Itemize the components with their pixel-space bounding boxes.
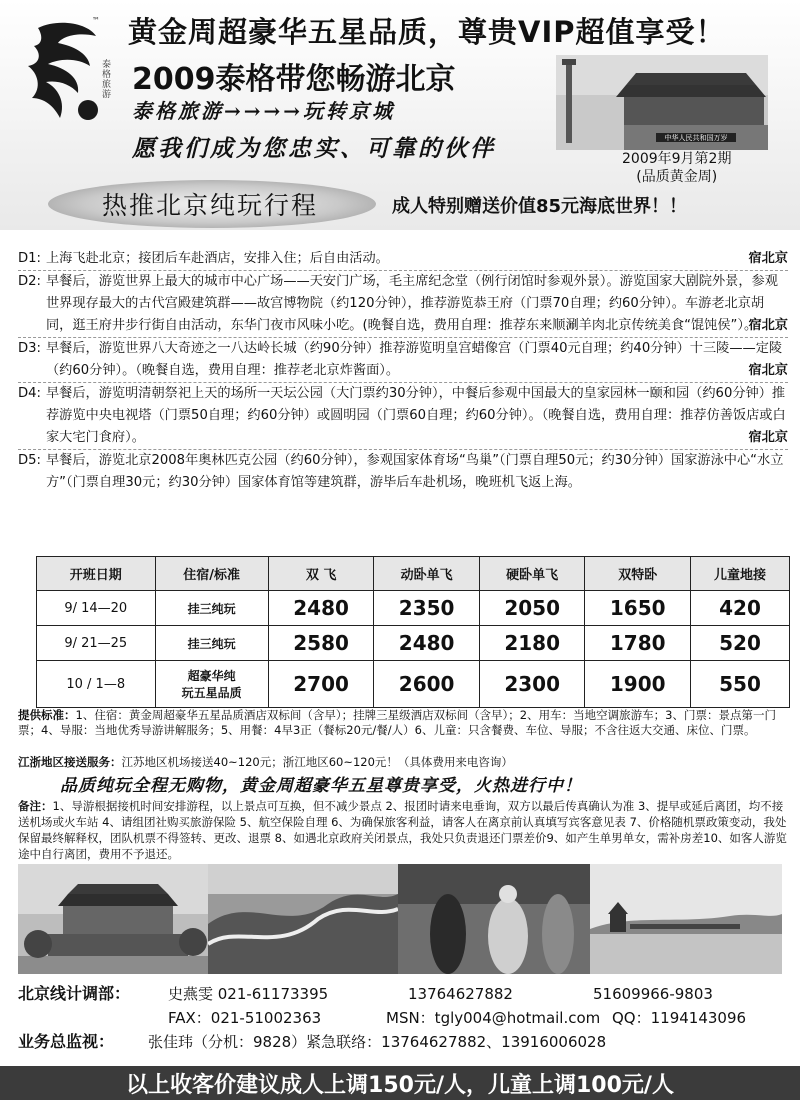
day-label: D2: xyxy=(18,274,41,289)
tiananmen-photo xyxy=(556,55,768,150)
price-cell: 2480 xyxy=(374,626,480,661)
itinerary-day xyxy=(18,383,788,450)
wax-museum-photo xyxy=(398,864,590,974)
itinerary-day xyxy=(18,450,788,494)
fax-number: FAX：021-51002363 xyxy=(168,1009,322,1027)
standard-line: 玩五星品质 xyxy=(181,686,242,700)
remarks xyxy=(18,798,788,862)
price-cell: 1900 xyxy=(585,661,691,708)
standard-label: 提供标准： xyxy=(18,708,76,722)
day-label: D3: xyxy=(18,341,41,356)
day-label: D4: xyxy=(18,386,41,401)
price-cell: 2700 xyxy=(268,661,374,708)
column-header: 住宿/标准 xyxy=(155,557,268,591)
itinerary-day xyxy=(18,338,788,383)
price-cell: 2600 xyxy=(374,661,480,708)
day-stay: 宿北京 xyxy=(748,430,788,445)
price-cell: 420 xyxy=(690,591,789,626)
price-cell: 2480 xyxy=(268,591,374,626)
column-header: 儿童地接 xyxy=(690,557,789,591)
standard-text: 1、住宿：黄金周超豪华五星品质酒店双标间（含早）；挂牌三星级酒店双标间（含早）；2、用车：当地空调旅游车；3、门票：景点第一门票；4、导服：当地优秀导游讲解服务；5、用餐：4早3正（餐标20元/餐/人）6、儿童：只含餐费、车位、导服；不含往返大交通、床位、门票。 xyxy=(18,708,776,737)
price-cell: 2300 xyxy=(479,661,585,708)
brand-logo xyxy=(18,18,108,133)
remark-label: 备注： xyxy=(18,799,53,813)
day-stay: 宿北京 xyxy=(748,251,788,266)
date-cell: 9/ 14—20 xyxy=(37,591,156,626)
summer-palace-photo xyxy=(590,864,782,974)
price-cell: 2050 xyxy=(479,591,585,626)
qq-contact: QQ：1194143096 xyxy=(612,1009,747,1027)
issue-date: 2009年9月第2期 xyxy=(622,151,732,167)
forbidden-city-photo xyxy=(18,864,208,974)
price-cell: 2580 xyxy=(268,626,374,661)
contact-section xyxy=(18,982,798,1054)
column-header: 动卧单飞 xyxy=(374,557,480,591)
supervisor-contact: 张佳玮（分机：9828）紧急联络：13764627882、13916006028 xyxy=(148,1033,607,1051)
transfer-service xyxy=(18,754,513,770)
day-text: 早餐后，游览世界上最大的城市中心广场——天安门广场，毛主席纪念堂（例行闭馆时参观外景）。游览国家大剧院外景，参观世界现存最大的古代宫殿建筑群——故宫博物院（约120分钟），推荐游览恭王府（门票70自理；约60分钟）。车游老北京胡同，逛王府井步行街自由活动，东华门夜市风味小吃。(晚餐自选，费用自理：推荐东来顺涮羊肉北京传统美食“馄饨侯”）。 xyxy=(46,274,778,333)
column-header: 硬卧单飞 xyxy=(479,557,585,591)
column-header: 开班日期 xyxy=(37,557,156,591)
service-standard xyxy=(18,708,788,738)
day-stay: 宿北京 xyxy=(748,363,788,378)
issue-info xyxy=(622,150,731,186)
office-phone: 51609966-9803 xyxy=(593,985,713,1003)
price-adjust-notice: 以上收客价建议成人上调150元/人，儿童上调100元/人 xyxy=(126,1073,674,1098)
standard-line: 超豪华纯 xyxy=(187,669,236,683)
column-header: 双特卧 xyxy=(585,557,691,591)
day-text: 早餐后，游览明清朝祭祀上天的场所一天坛公园（大门票约30分钟），中餐后参观中国最大的皇家园林一颐和园（约60分钟）推荐游览中央电视塔（门票50自理；约60分钟）或圆明园（门票60自理；约60分钟）。（晚餐自选，费用自理：推荐仿善饭店或白家大宅门食府）。 xyxy=(46,386,786,445)
price-cell: 520 xyxy=(690,626,789,661)
transfer-label: 江浙地区接送服务： xyxy=(18,755,122,769)
day-label: D5: xyxy=(18,453,41,468)
table-row xyxy=(37,591,790,626)
itinerary xyxy=(18,248,788,494)
column-header: 双 飞 xyxy=(268,557,374,591)
transfer-text: 江苏地区机场接送40~120元；浙江地区60~120元！（具体费用来电咨询） xyxy=(121,755,513,769)
standard-cell: 挂三纯玩 xyxy=(155,626,268,661)
dept-label: 北京线计调部： xyxy=(18,984,131,1003)
great-wall-photo xyxy=(208,864,398,974)
issue-theme: (品质黄金周) xyxy=(636,169,718,185)
date-cell: 10 / 1—8 xyxy=(37,661,156,708)
price-cell: 550 xyxy=(690,661,789,708)
table-header-row xyxy=(37,557,790,591)
slogan-line-2: 愿我们成为您忠实、可靠的伙伴 xyxy=(132,135,496,162)
price-cell: 2180 xyxy=(479,626,585,661)
brand-subtitle: 泰格旅游 xyxy=(102,60,112,100)
supervisor-label: 业务总监视： xyxy=(18,1032,115,1051)
day-text: 上海飞赴北京；接团后车赴酒店，安排入住；后自由活动。 xyxy=(46,251,389,266)
price-cell: 1650 xyxy=(585,591,691,626)
headline-title: 黄金周超豪华五星品质，尊贵VIP超值享受！ xyxy=(128,15,726,49)
day-stay: 宿北京 xyxy=(748,318,788,333)
slogan-line-1: 泰格旅游→→→→玩转京城 xyxy=(132,99,396,123)
mobile-number: 13764627882 xyxy=(408,985,513,1003)
section-title: 热推北京纯玩行程 xyxy=(101,191,318,220)
itinerary-day xyxy=(18,248,788,271)
table-row xyxy=(37,626,790,661)
promo-line: 品质纯玩全程无购物，黄金周超豪华五星尊贵享受，火热进行中！ xyxy=(60,776,582,796)
price-cell: 1780 xyxy=(585,626,691,661)
price-table xyxy=(36,556,790,708)
table-row xyxy=(37,661,790,708)
trademark-symbol: ™ xyxy=(92,16,100,25)
headline-subtitle: 2009泰格带您畅游北京 xyxy=(132,62,456,97)
day-label: D1: xyxy=(18,251,41,266)
standard-cell xyxy=(155,661,268,708)
day-text: 早餐后，游览北京2008年奥林匹克公园（约60分钟），参观国家体育场“鸟巢”（门票自理50元；约30分钟）国家游泳中心“水立方”（门票自理30元；约30分钟）国家体育馆等建筑群，游毕后车赴机场，晚班机飞返上海。 xyxy=(46,453,784,490)
day-text: 早餐后，游览世界八大奇迹之一八达岭长城（约90分钟）推荐游览明皇宫蜡像宫（门票40元自理；约40分钟）十三陵——定陵（约60分钟）。（晚餐自选，费用自理：推荐老北京炸酱面）。 xyxy=(46,341,783,378)
msn-contact: MSN：tgly004@hotmail.com xyxy=(386,1009,601,1027)
price-cell: 2350 xyxy=(374,591,480,626)
date-cell: 9/ 21—25 xyxy=(37,626,156,661)
standard-cell: 挂三纯玩 xyxy=(155,591,268,626)
remark-text: 1、导游根据接机时间安排游程，以上景点可互换，但不减少景点 2、报团时请来电垂询，双方以最后传真确认为准 3、提早或延后离团，均不接送机场或火车站 4、请组团社购买旅游保险 5、航空保险自理 6、为确保旅客利益，请客人在离京前认真填写宾客意见表 7、价格随机票政策变动，我处保留最终解释权，团队机票不得签转、更改、退票 8、如遇北京政府关闭景点，我处只负责退还门票差价9、如产生单男单女，需补房差10、如客人游览途中自行离团，费用不予退还。 xyxy=(18,799,787,861)
gift-offer: 成人特别赠送价值85元海底世界！！ xyxy=(392,196,688,217)
dept-contact: 史燕雯 021-61173395 xyxy=(168,985,329,1003)
photo-caption: 中华人民共和国万岁 xyxy=(664,134,728,142)
itinerary-day xyxy=(18,271,788,338)
